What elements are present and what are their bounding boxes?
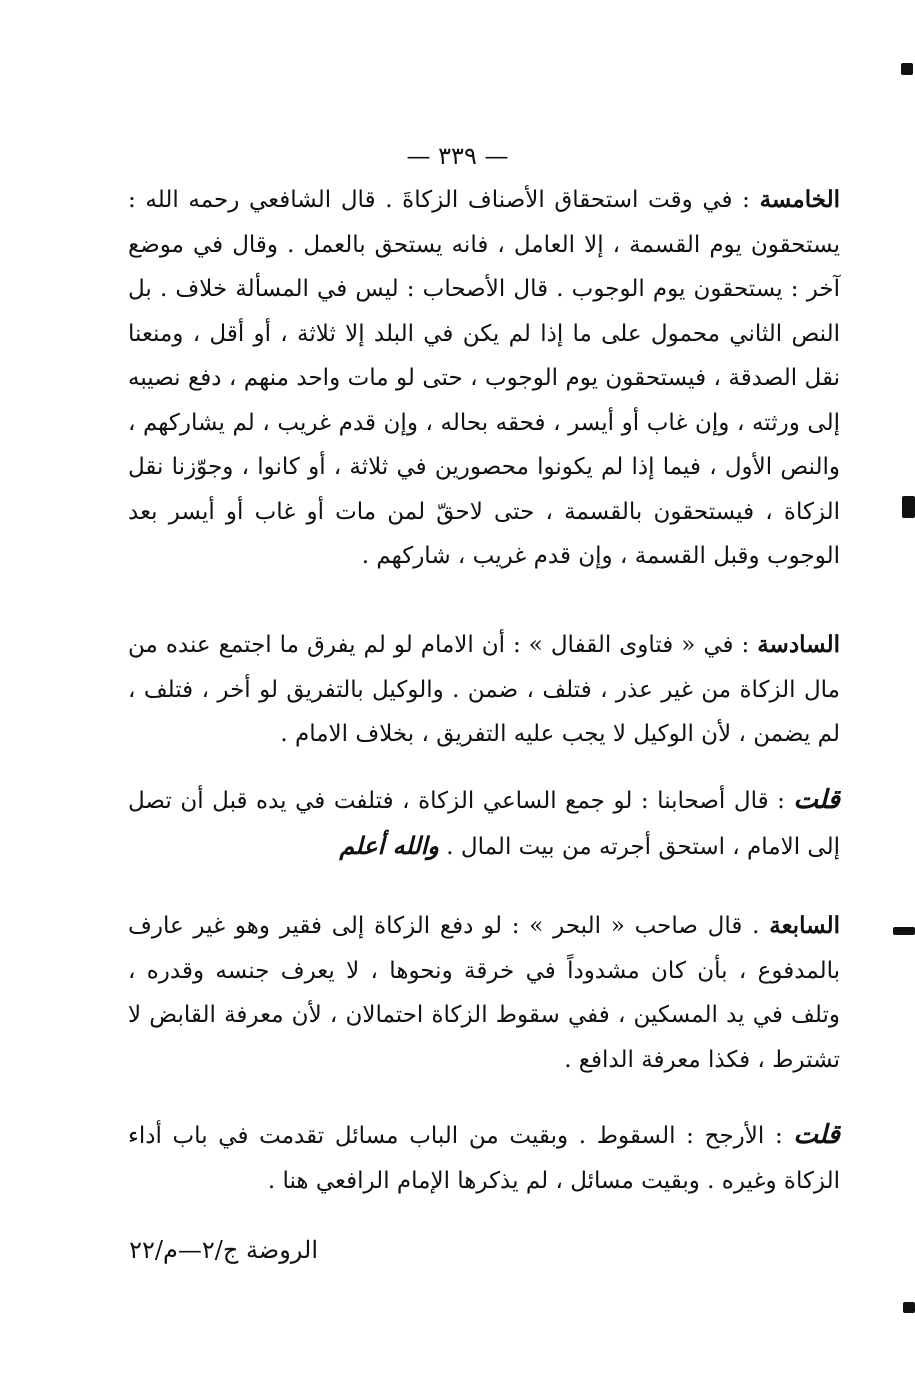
margin-scan-mark [901,63,913,75]
paragraph-lead-word: السابعة [769,912,840,939]
paragraph-sixth [128,623,840,757]
volume-signature-footer: الروضة ج/٢—م/٢٢ [129,1236,318,1264]
paragraph-text: : قال أصحابنا : لو جمع الساعي الزكاة ، فتلفت في يده قبل أن تصل إلى الامام ، استحق أجرته من بيت المال . [128,788,840,860]
paragraph-qult-note-1 [128,778,840,869]
paragraph-text: . قال صاحب « البحر » : لو دفع الزكاة إلى فقير وهو غير عارف بالمدفوع ، بأن كان مشدوداً في خرقة ونحوها ، لا يعرف جنسه وقدره ، وتلف في يد المسكين ، ففي سقوط الزكاة احتمالان ، لأن معرفة القابض لا تشترط ، فكذا معرفة الدافع . [128,913,840,1073]
paragraph-lead-word: قلت [793,785,840,815]
closing-formula: والله أعلم [339,830,439,860]
paragraph-text: : في وقت استحقاق الأصناف الزكاةَ . قال الشافعي رحمه الله : يستحقون يوم القسمة ، إلا العامل ، فانه يستحق بالعمل . وقال في موضع آخر : يستحقون يوم الوجوب . قال الأصحاب : ليس في المسألة خلاف . بل النص الثاني محمول على ما إذا لم يكن في البلد إلا ثلاثة ، أو أقل ، ومنعنا نقل الصدقة ، فيستحقون يوم الوجوب ، حتى لو مات واحد منهم ، دفع نصيبه إلى ورثته ، وإن غاب أو أيسر ، فحقه بحاله ، وإن قدم غريب ، لم يشاركهم ، والنص الأول ، فيما إذا لم يكونوا محصورين في ثلاثة ، أو كانوا ، وجوّزنا نقل الزكاة ، فيستحقون بالقسمة ، حتى لاحقّ لمن مات أو غاب أو أيسر بعد الوجوب وقبل القسمة ، وإن قدم غريب ، شاركهم . [128,187,840,569]
paragraph-text: : الأرجح : السقوط . وبقيت من الباب مسائل تقدمت في باب أداء الزكاة وغيره . وبقيت مسائل ، لم يذكرها الإمام الرافعي هنا . [128,1123,840,1194]
margin-scan-mark [893,927,915,935]
page-number: — ٣٣٩ — [406,142,509,170]
paragraph-fifth [128,178,840,579]
paragraph-lead-word: السادسة [757,631,840,658]
paragraph-text: : في « فتاوى القفال » : أن الامام لو لم يفرق ما اجتمع عنده من مال الزكاة من غير عذر ، فتلف ، ضمن . والوكيل بالتفريق لو أخر ، فتلف ، لم يضمن ، لأن الوكيل لا يجب عليه التفريق ، بخلاف الامام . [128,632,840,747]
margin-scan-mark [903,1302,915,1313]
paragraph-lead-word: قلت [793,1120,840,1150]
paragraph-qult-note-2 [128,1113,840,1203]
paragraph-lead-word: الخامسة [759,186,840,213]
margin-scan-mark [902,496,915,518]
paragraph-seventh [128,904,840,1082]
